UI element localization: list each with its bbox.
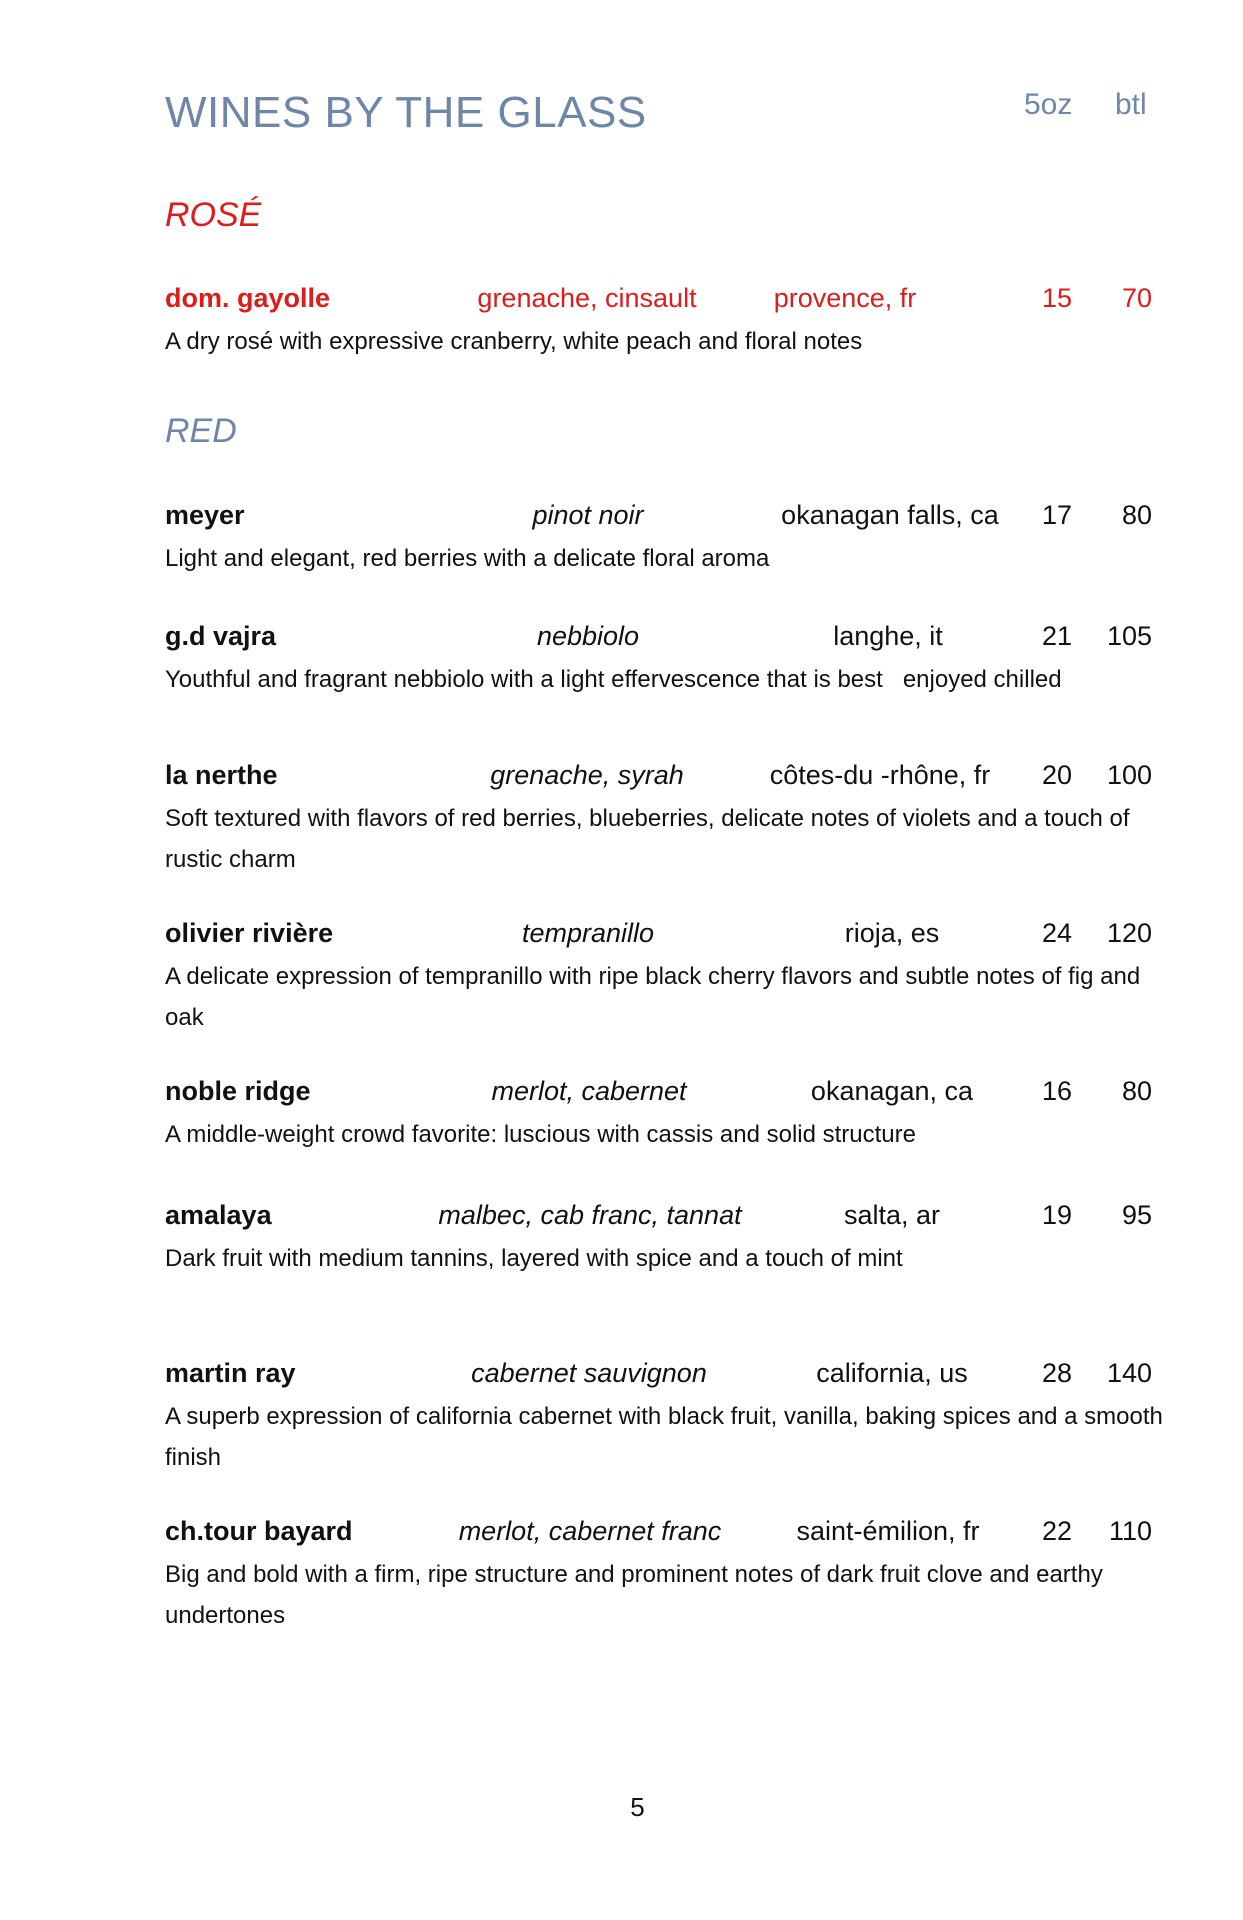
wine-bottle-price: 110 bbox=[1108, 1516, 1152, 1546]
wine-bottle-price: 140 bbox=[1106, 1358, 1152, 1388]
wine-description: Dark fruit with medium tannins, layered with spice and a touch of mint bbox=[165, 1245, 903, 1272]
wine-entry bbox=[0, 500, 1243, 620]
wine-region: côtes-du -rhône, fr bbox=[769, 760, 991, 790]
wine-bottle-price: 95 bbox=[1121, 1200, 1152, 1230]
wine-grape: grenache, cinsault bbox=[477, 283, 697, 313]
section-heading-red: RED bbox=[165, 412, 237, 450]
wine-name: g.d vajra bbox=[165, 621, 277, 651]
wine-description: A middle-weight crowd favorite: luscious with cassis and solid structure bbox=[165, 1121, 916, 1148]
wine-glass-price: 21 bbox=[1041, 621, 1072, 651]
wine-glass-price: 17 bbox=[1041, 500, 1072, 530]
wine-grape: cabernet sauvignon bbox=[471, 1358, 707, 1388]
wine-region: rioja, es bbox=[844, 918, 940, 948]
wine-region: california, us bbox=[816, 1358, 968, 1388]
wine-name: noble ridge bbox=[165, 1076, 311, 1106]
wine-region: okanagan falls, ca bbox=[781, 500, 999, 530]
wine-description: Light and elegant, red berries with a delicate floral aroma bbox=[165, 545, 770, 572]
wine-grape: grenache, syrah bbox=[490, 760, 684, 790]
wine-description: A delicate expression of tempranillo with ripe black cherry flavors and subtle notes of fig and oak bbox=[165, 963, 1141, 1031]
wine-glass-price: 16 bbox=[1041, 1076, 1072, 1106]
wine-grape: merlot, cabernet bbox=[491, 1076, 687, 1106]
wine-bottle-price: 70 bbox=[1121, 283, 1152, 313]
column-header-bottle: btl bbox=[1115, 88, 1147, 121]
wine-bottle-price: 105 bbox=[1106, 621, 1152, 651]
wine-name: amalaya bbox=[165, 1200, 272, 1230]
wine-entry bbox=[0, 918, 1243, 1038]
wine-name: la nerthe bbox=[165, 760, 278, 790]
wine-name: dom. gayolle bbox=[165, 283, 331, 313]
wine-glass-price: 22 bbox=[1041, 1516, 1072, 1546]
wine-entry bbox=[0, 283, 1243, 403]
page-title: WINES BY THE GLASS bbox=[165, 88, 647, 137]
wine-region: provence, fr bbox=[773, 283, 917, 313]
column-header-glass: 5oz bbox=[1024, 88, 1073, 121]
wine-region: salta, ar bbox=[843, 1200, 941, 1230]
wine-description: Soft textured with flavors of red berries, blueberries, delicate notes of violets and a touch of rustic charm bbox=[165, 805, 1130, 873]
wine-entry bbox=[0, 621, 1243, 741]
wine-region: saint-émilion, fr bbox=[796, 1516, 980, 1546]
wine-description: Youthful and fragrant nebbiolo with a light effervescence that is best enjoyed chilled bbox=[165, 666, 1062, 693]
wine-glass-price: 24 bbox=[1041, 918, 1072, 948]
wine-name: ch.tour bayard bbox=[165, 1516, 353, 1546]
wine-entry bbox=[0, 1076, 1243, 1196]
wine-entry bbox=[0, 1200, 1243, 1320]
wine-grape: tempranillo bbox=[521, 918, 655, 948]
wine-glass-price: 15 bbox=[1041, 283, 1072, 313]
wine-grape: nebbiolo bbox=[536, 621, 640, 651]
section-heading-rose: ROSÉ bbox=[165, 196, 262, 234]
wine-glass-price: 19 bbox=[1041, 1200, 1072, 1230]
wine-region: langhe, it bbox=[833, 621, 943, 651]
wine-grape: malbec, cab franc, tannat bbox=[438, 1200, 742, 1230]
wine-bottle-price: 80 bbox=[1121, 500, 1152, 530]
wine-name: olivier rivière bbox=[165, 918, 334, 948]
wine-entry bbox=[0, 760, 1243, 880]
wine-entry bbox=[0, 1358, 1243, 1478]
wine-description: Big and bold with a firm, ripe structure and prominent notes of dark fruit clove and earthy undertones bbox=[165, 1561, 1103, 1629]
wine-description: A dry rosé with expressive cranberry, white peach and floral notes bbox=[165, 328, 863, 355]
wine-bottle-price: 120 bbox=[1106, 918, 1152, 948]
wine-grape: merlot, cabernet franc bbox=[458, 1516, 722, 1546]
wine-entry bbox=[0, 1516, 1243, 1636]
page-number: 5 bbox=[630, 1792, 645, 1822]
wine-region: okanagan, ca bbox=[810, 1076, 974, 1106]
wine-bottle-price: 100 bbox=[1106, 760, 1152, 790]
wine-description: A superb expression of california cabernet with black fruit, vanilla, baking spices and a smooth finish bbox=[165, 1403, 1163, 1471]
wine-bottle-price: 80 bbox=[1121, 1076, 1152, 1106]
wine-glass-price: 28 bbox=[1041, 1358, 1072, 1388]
wine-name: martin ray bbox=[165, 1358, 296, 1388]
wine-glass-price: 20 bbox=[1041, 760, 1072, 790]
wine-grape: pinot noir bbox=[532, 500, 644, 530]
wine-name: meyer bbox=[165, 500, 245, 530]
